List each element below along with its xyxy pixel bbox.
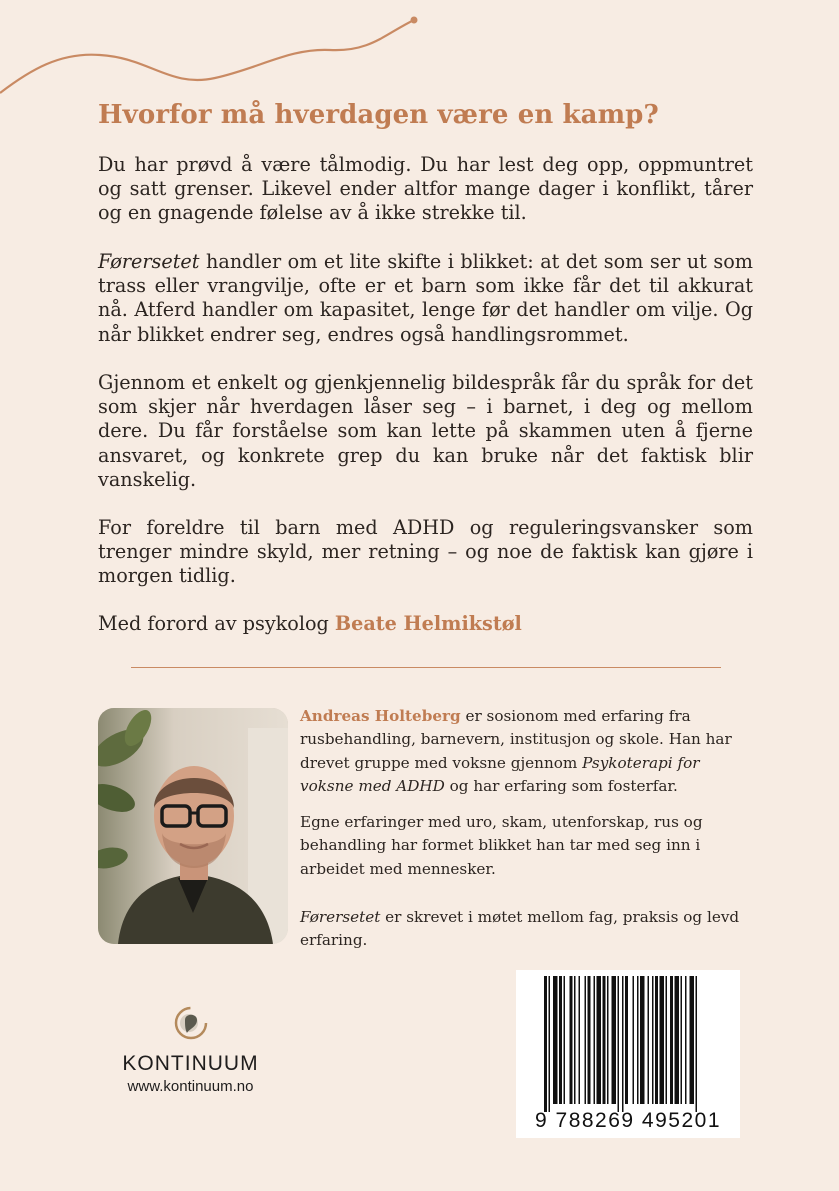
barcode-bar	[585, 976, 587, 1104]
barcode-bar	[685, 976, 687, 1104]
barcode-bar	[637, 976, 639, 1104]
barcode-bar	[553, 976, 558, 1104]
barcode-bar	[559, 976, 562, 1104]
barcode-bar	[564, 976, 566, 1104]
barcode-bar	[670, 976, 673, 1104]
barcode-bar	[597, 976, 602, 1104]
barcode-bar	[574, 976, 576, 1104]
barcode-bar	[690, 976, 695, 1104]
program-title: Psykoterapi for voksne med ADHD	[300, 753, 700, 795]
barcode-bar	[570, 976, 573, 1104]
barcode-bar	[603, 976, 606, 1104]
author-bio-closing-text: er skrevet i møtet mellom fag, praksis og levd erfaring.	[300, 908, 740, 950]
book-title-bio: Førersetet	[300, 908, 381, 926]
barcode-bar	[633, 976, 635, 1104]
author-bio-experience: Egne erfaringer med uro, skam, utenforskap, rus og behandling har formet blikket han tar med seg inn i arbeidet med mennesker.	[300, 813, 703, 878]
author-name: Andreas Holteberg	[300, 707, 461, 725]
barcode-bar	[696, 976, 698, 1112]
foreword-prefix: Med forord av psykolog	[98, 612, 335, 635]
decorative-curve	[0, 0, 839, 110]
headline: Hvorfor må hverdagen være en kamp?	[98, 100, 659, 130]
paragraph-audience: For foreldre til barn med ADHD og reguleringsvansker som trenger mindre skyld, mer retning – og noe de faktisk kan gjøre i morgen tidlig.	[98, 516, 753, 588]
publisher-emblem-icon	[171, 1003, 211, 1043]
barcode-bar	[681, 976, 683, 1104]
author-bio-text-b: og har erfaring som fosterfar.	[444, 776, 678, 795]
barcode-bar	[625, 976, 628, 1104]
barcode-bar	[666, 976, 668, 1104]
publisher-url: www.kontinuum.no	[127, 1078, 254, 1095]
foreword-credit	[98, 612, 753, 636]
barcode-bar	[594, 976, 596, 1104]
barcode-bar	[648, 976, 650, 1104]
publisher-name: KONTINUUM	[122, 1052, 259, 1075]
author-bio-credentials	[300, 705, 740, 798]
author-bio-text-a: er sosionom med erfaring fra rusbehandling, barnevern, institusjon og skole. Han har drevet gruppe med voksne gjennom	[300, 707, 732, 772]
paragraph-intro: Du har prøvd å være tålmodig. Du har lest deg opp, oppmuntret og satt grenser. Likevel ender altfor mange dager i konflikt, tårer og en gnagende følelse av å ikke strekke til.	[98, 153, 753, 225]
foreword-author: Beate Helmikstøl	[334, 612, 522, 635]
publisher-logo	[108, 1003, 273, 1095]
book-title-inline: Førersetet	[98, 250, 200, 273]
barcode-bar	[640, 976, 645, 1104]
section-divider	[131, 667, 721, 668]
barcode-bar	[607, 976, 609, 1104]
paragraph-premise	[98, 250, 753, 347]
barcode-bar	[544, 976, 547, 1112]
barcode-bar	[579, 976, 581, 1104]
barcode-bar	[655, 976, 658, 1104]
isbn-number: 9 788269 495201	[535, 1109, 721, 1132]
barcode-bar	[618, 976, 620, 1112]
barcode-bar	[622, 976, 624, 1112]
barcode-bar	[588, 976, 591, 1104]
author-photo	[98, 708, 288, 944]
author-bio-closing	[300, 906, 740, 953]
barcode-bar	[660, 976, 665, 1104]
barcode-bar	[675, 976, 680, 1104]
barcode-bar	[612, 976, 617, 1104]
barcode-bar	[652, 976, 654, 1104]
paragraph-premise-text: handler om et lite skifte i blikket: at det som ser ut som trass eller vrangvilje, ofte er et barn som ikke får det til akkurat nå. Atferd handler om kapasitet, lenge før det handler om vilje. Og når blikket endrer seg, endres også handlingsrommet.	[98, 250, 753, 346]
barcode-bar	[549, 976, 551, 1112]
paragraph-approach: Gjennom et enkelt og gjenkjennelig bildespråk får du språk for det som skjer når hverdagen låser seg – i barnet, i deg og mellom dere. Du får forståelse som kan lette på skammen uten å fjerne ansvaret, og konkrete grep du kan bruke når det faktisk blir vanskelig.	[98, 371, 753, 491]
